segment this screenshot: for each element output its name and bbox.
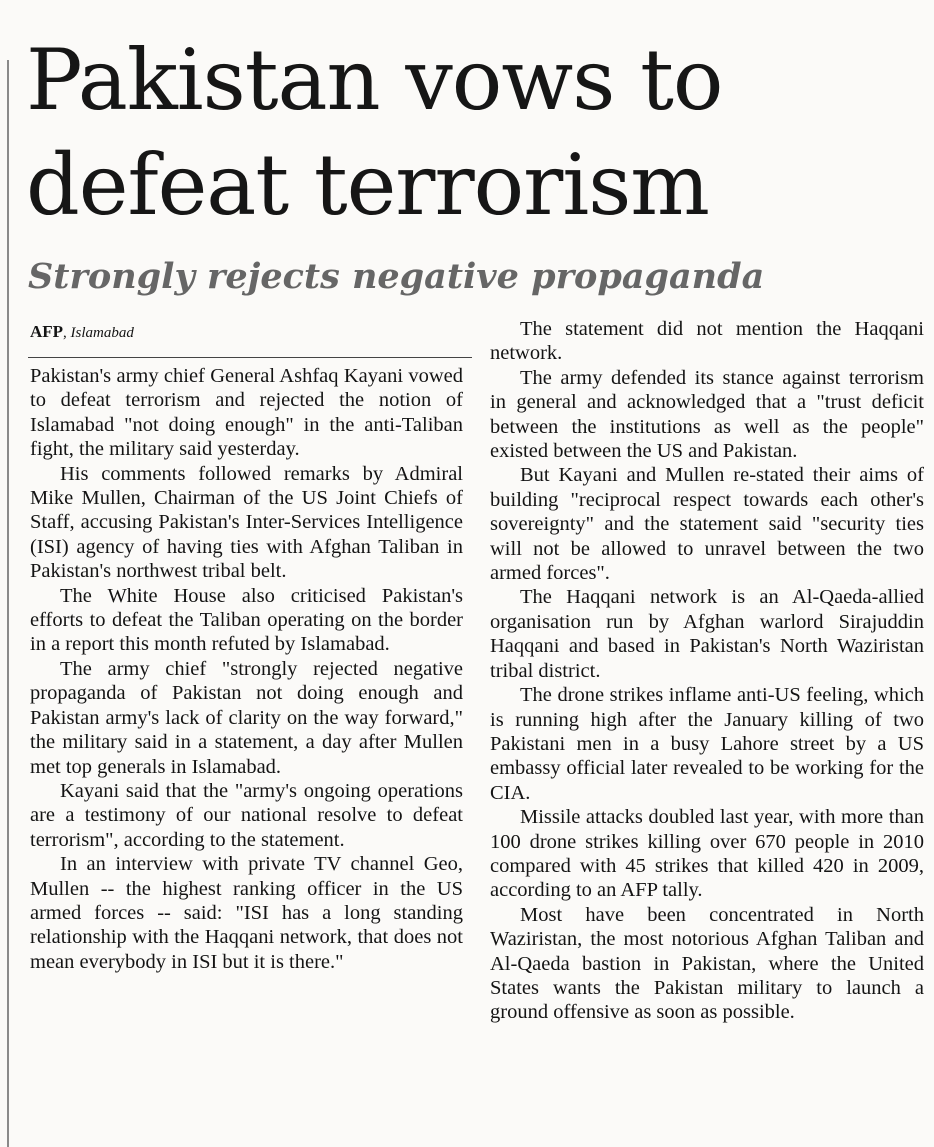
byline	[30, 320, 134, 345]
paragraph: His comments followed remarks by Admiral Mike Mullen, Chairman of the US Joint Chiefs of Staff, accusing Pakistan's Inter-Services Intelligence (ISI) agency of having ties with Afghan Taliban in Pakistan's northwest tribal belt.	[30, 462, 463, 583]
paragraph: The statement did not mention the Haqqani network.	[490, 318, 924, 365]
paragraph: The army chief "strongly rejected negative propaganda of Pakistan not doing enough and Pakistan army's lack of clarity on the way forward," the military said in a statement, a day after Mullen met top generals in Islamabad.	[30, 657, 463, 778]
subheadline: Strongly rejects negative propaganda	[28, 256, 765, 297]
paragraph: But Kayani and Mullen re-stated their aims of building "reciprocal respect towards each other's sovereignty" and the statement said "security ties will not be allowed to unravel between the two armed forces".	[490, 464, 924, 585]
byline-location: Islamabad	[70, 325, 134, 341]
headline: Pakistan vows to defeat terrorism	[26, 31, 723, 234]
paragraph: The drone strikes inflame anti-US feeling, which is running high after the January killing of two Pakistani men in a busy Lahore street by a US embassy official later revealed to be working for the CIA.	[490, 684, 924, 804]
left-column-rule	[7, 60, 9, 1147]
paragraph: The army defended its stance against terrorism in general and acknowledged that a "trust deficit between the institutions as well as the people" existed between the US and Pakistan.	[490, 366, 924, 463]
byline-agency: AFP	[30, 322, 64, 341]
paragraph: Pakistan's army chief General Ashfaq Kayani vowed to defeat terrorism and rejected the notion of Islamabad "not doing enough" in the anti-Taliban fight, the military said yesterday.	[30, 365, 463, 461]
byline-separator: ,	[63, 325, 71, 341]
article-column-right	[490, 317, 924, 1025]
byline-divider	[28, 357, 472, 358]
paragraph: Missile attacks doubled last year, with more than 100 drone strikes killing over 670 people in 2010 compared with 45 strikes that killed 420 in 2009, according to an AFP tally.	[490, 806, 924, 902]
paragraph: Most have been concentrated in North Waziristan, the most notorious Afghan Taliban and Al-Qaeda bastion in Pakistan, where the United States wants the Pakistan military to launch a ground offensive as soon as possible.	[490, 903, 924, 1024]
paragraph: Kayani said that the "army's ongoing operations are a testimony of our national resolve to defeat terrorism", according to the statement.	[30, 779, 463, 851]
paragraph: In an interview with private TV channel Geo, Mullen -- the highest ranking officer in the US armed forces -- said: "ISI has a long standing relationship with the Haqqani network, that does not mean everybody in ISI but it is there."	[30, 853, 463, 973]
article-column-left	[30, 364, 463, 974]
paragraph: The White House also criticised Pakistan's efforts to defeat the Taliban operating on the border in a report this month refuted by Islamabad.	[30, 584, 463, 656]
paragraph: The Haqqani network is an Al-Qaeda-allied organisation run by Afghan warlord Sirajuddin Haqqani and based in Pakistan's North Waziristan tribal district.	[490, 586, 924, 682]
